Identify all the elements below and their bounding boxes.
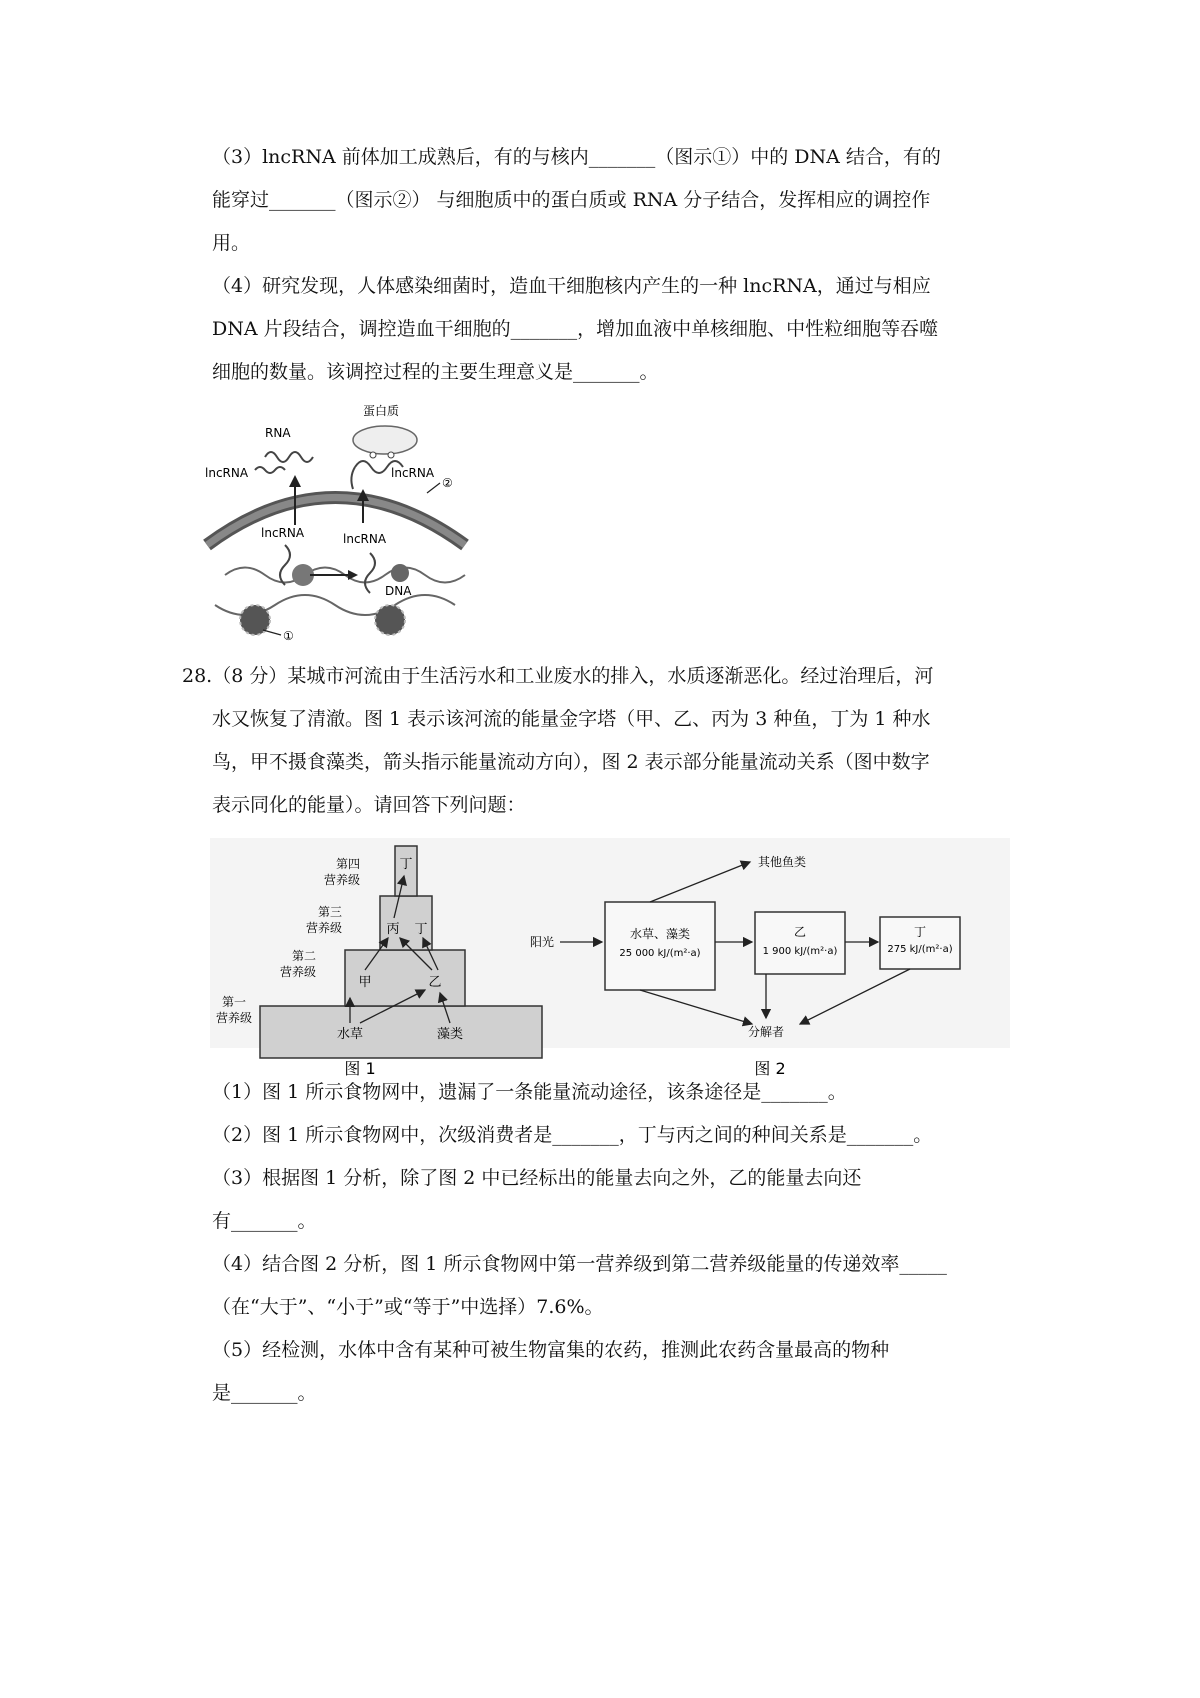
yi-value: 1 900 kJ/(m²·a) (762, 946, 838, 957)
label-protein: 蛋白质 (363, 404, 400, 418)
label-decomposer: 分解者 (747, 1025, 785, 1039)
q27-part3-line3: 用。 (212, 232, 251, 254)
q28-sub3-line1: （3）根据图 1 分析，除了图 2 中已经标出的能量去向之外，乙的能量去向还 (212, 1167, 862, 1189)
energy-figures (210, 838, 1010, 1078)
label-2: ② (442, 476, 453, 490)
node-bing: 丙 (386, 922, 400, 937)
level4-line2: 营养级 (323, 873, 360, 887)
level4-line1: 第四 (335, 857, 360, 871)
q28-intro-line2: 水又恢复了清澈。图 1 表示该河流的能量金字塔（甲、乙、丙为 3 种鱼，丁为 1 种水 (212, 708, 931, 730)
label-lncrna-nucleus-left: lncRNA (261, 526, 305, 540)
q28-sub3-line2: 有_______。 (212, 1210, 317, 1232)
q28-sub5-line1: （5）经检测，水体中含有某种可被生物富集的农药，推测此农药含量最高的物种 (212, 1339, 890, 1361)
node-yi: 乙 (428, 975, 442, 990)
ding-value: 275 kJ/(m²·a) (887, 944, 953, 955)
q28-intro-line4: 表示同化的能量）。请回答下列问题： (212, 794, 526, 816)
q28-intro-line3: 鸟，甲不摄食藻类，箭头指示能量流动方向），图 2 表示部分能量流动关系（图中数字 (212, 751, 930, 773)
q27-part4-line3: 细胞的数量。该调控过程的主要生理意义是_______。 (212, 361, 659, 383)
producer-name: 水草、藻类 (629, 927, 691, 941)
node-shuicao: 水草 (336, 1027, 364, 1042)
node-jia: 甲 (358, 975, 372, 990)
label-lncrna-nucleus-right: lncRNA (343, 532, 387, 546)
q28-sub2: （2）图 1 所示食物网中，次级消费者是_______，丁与丙之间的种间关系是_______。 (212, 1124, 933, 1146)
producer-value: 25 000 kJ/(m²·a) (619, 948, 701, 959)
q28-sub4-line1: （4）结合图 2 分析，图 1 所示食物网中第一营养级到第二营养级能量的传递效率_____ (212, 1253, 947, 1275)
node-zaolei: 藻类 (436, 1027, 464, 1042)
figure-1-caption: 图 1 (344, 1059, 376, 1078)
node-ding-level3: 丁 (414, 922, 428, 937)
q28-sub4-line2: （在“大于”、“小于”或“等于”中选择）7.6%。 (212, 1296, 604, 1318)
label-other-fish: 其他鱼类 (758, 855, 807, 869)
level2-line1: 第二 (291, 949, 316, 963)
level1-line2: 营养级 (215, 1011, 253, 1025)
q28-intro-line1: 28.（8 分）某城市河流由于生活污水和工业废水的排入，水质逐渐恶化。经过治理后，河 (182, 665, 934, 687)
label-rna: RNA (265, 426, 291, 440)
node-ding-top: 丁 (399, 857, 413, 872)
q27-part3-line1: （3）lncRNA 前体加工成熟后，有的与核内_______（图示①）中的 DNA 结合，有的 (212, 146, 941, 168)
label-sunlight: 阳光 (530, 935, 555, 949)
label-1: ① (283, 629, 294, 643)
label-lncrna-cytoplasm-left: lncRNA (205, 466, 249, 480)
label-lncrna-cytoplasm-right: lncRNA (391, 466, 435, 480)
yi-name: 乙 (793, 925, 807, 939)
label-dna: DNA (385, 584, 412, 598)
level2-line2: 营养级 (279, 965, 316, 979)
figure-2-caption: 图 2 (754, 1059, 786, 1078)
ding-name: 丁 (913, 925, 927, 939)
q28-sub1: （1）图 1 所示食物网中，遗漏了一条能量流动途径，该条途径是_______。 (212, 1081, 847, 1103)
level3-line1: 第三 (317, 905, 342, 919)
q27-part3-line2: 能穿过_______（图示②） 与细胞质中的蛋白质或 RNA 分子结合，发挥相应的调控作 (212, 189, 931, 211)
q27-part4-line2: DNA 片段结合，调控造血干细胞的_______，增加血液中单核细胞、中性粒细胞等吞噬 (212, 318, 939, 340)
level1-line1: 第一 (221, 995, 247, 1009)
q27-part4-line1: （4）研究发现，人体感染细菌时，造血干细胞核内产生的一种 lncRNA，通过与相应 (212, 275, 931, 297)
lncrna-cell-figure (195, 395, 485, 650)
q28-sub5-line2: 是_______。 (212, 1382, 317, 1404)
level3-line2: 营养级 (305, 921, 342, 935)
